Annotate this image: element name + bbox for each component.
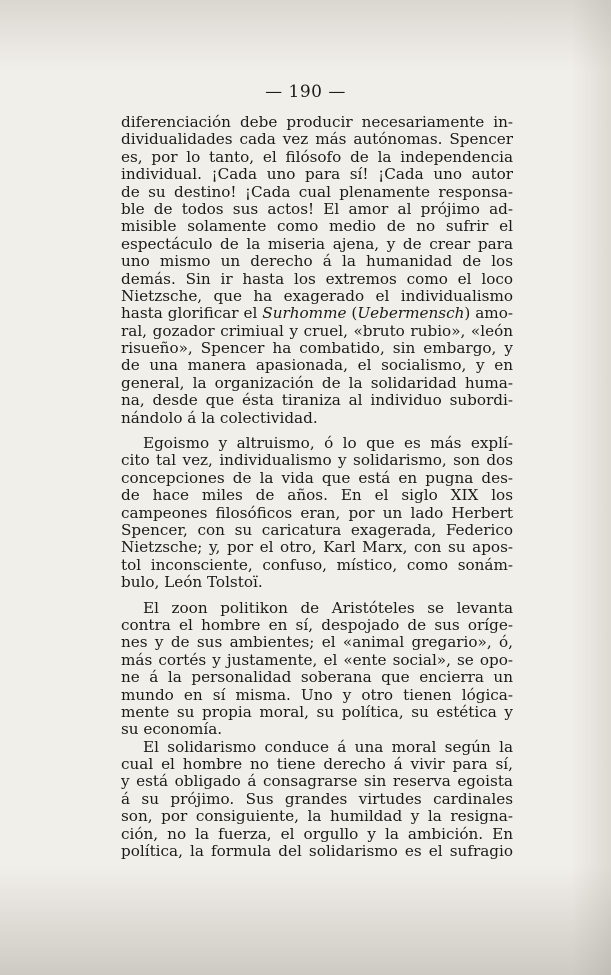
body-text [121,114,513,860]
paragraph-1 [121,114,513,427]
text-line: contra el hombre en sí, despojado de sus oríge- [121,615,513,634]
text-line: nándolo á la colectividad. [121,408,318,427]
text-line: cual el hombre no tiene derecho á vivir para sí, [121,755,513,774]
text-line: bulo, León Tolstoï. [121,573,263,592]
text-line: política, la formula del solidarismo es el sufragio [121,842,513,861]
text-line: Nietzsche; y, por el otro, Karl Marx, con su apos- [121,538,513,557]
text-line: nes y de sus ambientes; el «animal gregario», ó, [121,633,513,652]
paragraph-2 [121,435,513,592]
paragraph-4 [121,739,513,861]
text-line: más cortés y justamente, el «ente social», se opo- [121,650,513,669]
text-line: mente su propia moral, su política, su estética y [121,702,513,721]
paragraph-3 [121,600,513,739]
text-line: campeones filosóficos eran, por un lado Herbert [121,503,513,522]
text-line: de su destino! ¡Cada cual plenamente responsa- [121,182,513,201]
text-line: general, la organización de la solidaridad huma- [121,373,513,392]
text-line: á su prójimo. Sus grandes virtudes cardinales [121,789,513,808]
text-line: Spencer, con su caricatura exagerada, Federico [121,520,513,539]
italic-term: Surhomme [262,304,347,323]
text-line: ción, no la fuerza, el orgullo y la ambición. En [121,824,513,843]
paper-edge-shading-top [0,0,611,70]
text-line: ble de todos sus actos! El amor al prójimo ad- [121,199,513,218]
page-number: — 190 — [265,82,346,102]
text-line: su economía. [121,720,223,739]
text-line: ral, gozador crimiual y cruel, «bruto rubio», «león [121,321,513,340]
text-line: uno mismo un derecho á la humanidad de los [121,252,513,271]
text-line: son, por consiguiente, la humildad y la resigna- [121,807,513,826]
paper-edge-shading-bottom [0,865,611,975]
text-line: dividualidades cada vez más autónomas. Spencer [121,130,513,149]
text-line: mundo en sí misma. Uno y otro tienen lógica- [121,685,513,704]
text-line: individual. ¡Cada uno para sí! ¡Cada uno autor [121,165,513,184]
italic-term: Uebermensch [357,304,465,323]
text-line: cito tal vez, individualismo y solidarismo, son dos [121,451,513,470]
text-line: hasta glorificar el Surhomme (Uebermensch) amo- [121,304,513,323]
text-line: demás. Sin ir hasta los extremos como el loco [121,269,513,288]
text-line: risueño», Spencer ha combatido, sin embargo, y [121,339,513,358]
text-line: El solidarismo conduce á una moral según la [143,737,513,756]
text-line: Nietzsche, que ha exagerado el individualismo [121,286,513,305]
text-line: y está obligado á consagrarse sin reserva egoista [121,772,513,791]
text-line: concepciones de la vida que está en pugna des- [121,468,513,487]
text-line: ne á la personalidad soberana que encierra un [121,668,513,687]
text-line: es, por lo tanto, el filósofo de la independencia [121,147,513,166]
text-line: tol inconsciente, confuso, místico, como sonám- [121,555,513,574]
paper-edge-shading-right [571,0,611,975]
text-line: espectáculo de la miseria ajena, y de crear para [121,234,513,253]
text-line: de hace miles de años. En el siglo XIX los [121,486,513,505]
text-line: diferenciación debe producir necesariamente in- [121,113,513,131]
text-line: misible solamente como medio de no sufrir el [121,217,513,236]
text-line: Egoismo y altruismo, ó lo que es más explí- [143,434,513,453]
text-line: na, desde que ésta tiraniza al individuo subordi- [121,391,513,410]
text-line: de una manera apasionada, el socialismo, y en [121,356,513,375]
text-line: El zoon politikon de Aristóteles se levanta [143,598,513,617]
